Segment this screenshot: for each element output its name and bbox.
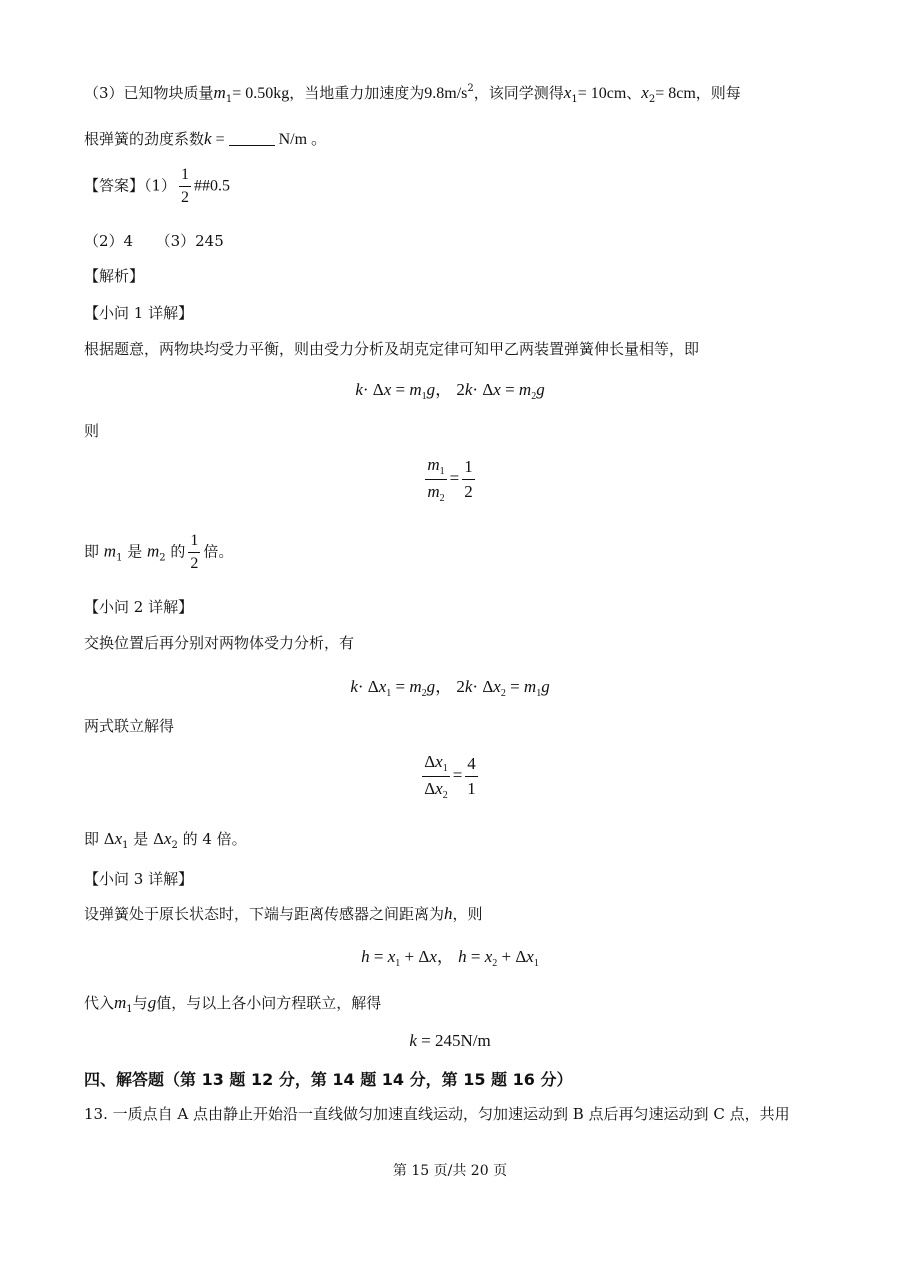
sub-1: 1 <box>126 1004 133 1015</box>
answer-alt: ##0.5 <box>194 177 231 195</box>
unit-text: N/m 。 <box>274 131 328 148</box>
q3-text-5: ，则每 <box>695 84 741 102</box>
text: 值，与以上各小问方程联立，解得 <box>156 994 382 1012</box>
q3-line1 <box>84 82 741 105</box>
q3-text-1: （3）已知物块质量 <box>84 84 214 102</box>
sub2-text: 交换位置后再分别对两物体受力分析，有 <box>84 634 355 652</box>
sub-1: 1 <box>421 391 427 402</box>
var-x: x <box>378 677 387 696</box>
var-h: h <box>458 947 467 966</box>
q3-text-3: ，该同学测得 <box>473 84 564 102</box>
var-x: x <box>114 829 123 848</box>
sub-1: 1 <box>395 958 401 969</box>
var-m: m <box>518 380 532 399</box>
var-m: m <box>523 677 537 696</box>
var-m: m <box>427 455 440 474</box>
var-g: g <box>536 380 545 399</box>
var-x: x <box>429 947 437 966</box>
sub-2: 2 <box>159 552 166 564</box>
sub1-text: 根据题意，两物块均受力平衡，则由受力分析及胡克定律可知甲乙两装置弹簧伸长量相等，即 <box>84 340 700 358</box>
q3-line2 <box>84 126 327 149</box>
var-m: m <box>409 677 422 696</box>
var-m: m <box>103 541 117 561</box>
text: 的 <box>165 542 186 561</box>
sub3-equation <box>0 942 900 969</box>
x2-value: = 8cm <box>655 85 696 102</box>
sub3-text <box>84 903 483 924</box>
var-x: x <box>641 83 649 102</box>
sub-1: 1 <box>439 466 445 477</box>
var-x: x <box>435 752 443 771</box>
eq-op: = <box>505 677 524 696</box>
sub-1: 1 <box>116 552 123 564</box>
sub-2: 2 <box>171 840 178 851</box>
answer-blank <box>229 131 275 146</box>
sub2-heading: 【小问 2 详解】 <box>84 598 194 616</box>
sub1-equation <box>0 375 900 402</box>
ratio-value <box>465 754 478 799</box>
text: 是 <box>122 542 147 561</box>
text: 倍。 <box>203 542 234 561</box>
section4-title: 四、解答题（第 13 题 12 分，第 14 题 14 分，第 15 题 16 分） <box>84 1070 573 1089</box>
var-m: m <box>114 993 127 1012</box>
answer-line1 <box>84 166 230 207</box>
sub1-heading: 【小问 1 详解】 <box>84 304 194 322</box>
text: ，则 <box>452 905 483 923</box>
sub2-equation <box>0 672 900 699</box>
text: 是 Δ <box>128 830 164 848</box>
eq-op: · Δ <box>362 380 384 399</box>
text: 即 <box>84 542 104 561</box>
ratio-fraction <box>422 752 449 801</box>
sub2-solve: 两式联立解得 <box>84 717 175 735</box>
page-number: 第 15 页/共 20 页 <box>392 1163 508 1179</box>
var-x: x <box>493 380 501 399</box>
var-k: k <box>204 129 212 148</box>
frac-num: $\Delta x_1$ <box>422 752 449 777</box>
sub2-ratio <box>0 752 900 801</box>
var-g: g <box>426 677 436 696</box>
sub-2: 2 <box>439 493 445 504</box>
answer-label: 【答案】（1） <box>84 176 177 195</box>
sub-2: 2 <box>442 790 448 801</box>
sub-2: 2 <box>492 958 498 969</box>
sub3-result <box>0 1031 900 1051</box>
eq-op: · Δ <box>357 677 379 696</box>
text: 与 <box>132 994 148 1012</box>
eq-op: = <box>452 765 463 785</box>
sub-2: 2 <box>648 94 656 105</box>
var-g: g <box>147 993 157 1012</box>
q3-text-4: 、 <box>626 84 642 102</box>
var-m: m <box>146 541 160 561</box>
text: 即 Δ <box>84 830 115 848</box>
analysis-label: 【解析】 <box>84 267 145 285</box>
eq-op: = <box>500 380 519 399</box>
sub2-conclusion <box>84 828 247 851</box>
eq-sep: ， <box>436 947 459 966</box>
sub-2: 2 <box>500 688 506 699</box>
eq-op: = <box>449 468 460 488</box>
sub3-heading: 【小问 3 详解】 <box>84 870 194 888</box>
var-m: m <box>427 482 440 501</box>
m1-value: = 0.50kg <box>232 85 290 102</box>
q3-text-2: ，当地重力加速度为 <box>289 84 425 102</box>
frac-num <box>425 455 446 480</box>
eq-op: + Δ <box>400 947 430 966</box>
sub-2: 2 <box>421 688 427 699</box>
eq-op: = <box>391 677 410 696</box>
var-m: m <box>409 380 422 399</box>
frac-num: 1 <box>179 166 191 187</box>
sub-2: 2 <box>531 391 537 402</box>
answer-fraction <box>179 166 191 207</box>
var-x: x <box>526 947 534 966</box>
var-k: k <box>464 380 473 399</box>
eq-op: = <box>391 380 410 399</box>
eq-sep: ， 2 <box>435 677 465 696</box>
answer-line2: （2）4 （3）245 <box>84 232 224 250</box>
ratio-value <box>462 457 475 502</box>
conclusion-fraction <box>188 532 200 573</box>
sub-1: 1 <box>442 763 448 774</box>
frac-den: 2 <box>190 555 199 572</box>
var-k: k <box>464 677 473 696</box>
sub-1: 1 <box>386 688 392 699</box>
text: 代入 <box>84 994 115 1012</box>
q3-line2-text: 根弹簧的劲度系数 <box>84 130 205 148</box>
sub1-ratio <box>0 455 900 504</box>
frac-den: 2 <box>181 189 190 206</box>
text: 的 4 倍。 <box>177 830 247 848</box>
var-x: x <box>563 83 572 102</box>
k-equals: = <box>211 131 229 148</box>
var-x: x <box>435 779 443 798</box>
frac-num: 1 <box>188 532 200 553</box>
sub-1: 1 <box>533 958 539 969</box>
var-h: h <box>444 904 453 923</box>
ratio-fraction <box>425 455 446 504</box>
result-value: = 245N/m <box>416 1031 491 1050</box>
eq-op: + Δ <box>497 947 527 966</box>
var-k: k <box>355 380 363 399</box>
var-k: k <box>409 1031 417 1050</box>
frac-den: 1 <box>467 779 476 798</box>
frac-num: 1 <box>462 457 475 480</box>
var-g: g <box>426 380 436 399</box>
frac-den: 2 <box>464 482 473 501</box>
text: 设弹簧处于原长状态时，下端与距离传感器之间距离为 <box>84 905 445 923</box>
var-x: x <box>383 380 392 399</box>
sub-1: 1 <box>571 94 578 105</box>
eq-op: = <box>466 947 485 966</box>
var-k: k <box>350 677 358 696</box>
x1-value: = 10cm <box>577 85 627 102</box>
g-sup: 2 <box>467 83 474 94</box>
var-x: x <box>493 677 501 696</box>
eq-sep: ， 2 <box>435 380 465 399</box>
var-m: m <box>213 83 226 102</box>
eq-op: · Δ <box>472 677 494 696</box>
var-x: x <box>484 947 493 966</box>
frac-den: $\Delta x_2$ <box>424 779 448 801</box>
sub1-conclusion <box>84 532 233 573</box>
sub1-then: 则 <box>84 422 100 440</box>
q13-text: 13. 一质点自 A 点由静止开始沿一直线做匀加速直线运动，匀加速运动到 B 点后再匀速运动到 C 点，共用 <box>84 1105 790 1123</box>
eq-op: · Δ <box>472 380 494 399</box>
g-value: 9.8m/s <box>424 85 468 102</box>
eq-op: = <box>369 947 388 966</box>
sub3-substitute <box>84 992 381 1015</box>
var-x: x <box>387 947 396 966</box>
var-g: g <box>541 677 550 696</box>
var-x: x <box>163 829 172 848</box>
frac-num: 4 <box>465 754 478 777</box>
sub-1: 1 <box>122 840 129 851</box>
var-h: h <box>361 947 370 966</box>
sub-1: 1 <box>225 94 233 105</box>
frac-den <box>425 480 446 504</box>
sub-1: 1 <box>536 688 542 699</box>
